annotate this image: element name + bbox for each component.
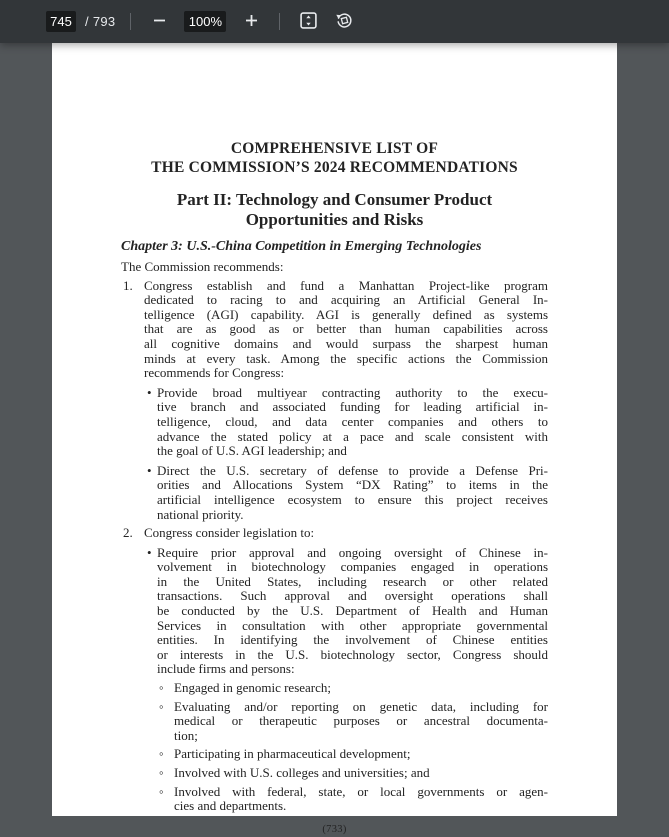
bullet-marker: • xyxy=(147,544,152,560)
doc-line: telligence (AGI) capability. AGI is generally defined as systems xyxy=(144,306,548,322)
intro-line: The Commission recommends: xyxy=(121,259,284,274)
recommendations-list xyxy=(121,279,548,814)
doc-line: or interests in the U.S. biotechnology sector, Congress should xyxy=(157,646,548,662)
bullet-body xyxy=(157,546,548,814)
list-item xyxy=(121,279,548,523)
doc-line: Participating in pharmaceutical development; xyxy=(174,746,411,762)
sub-bullet-item xyxy=(157,681,548,696)
part-heading xyxy=(121,190,548,229)
doc-line: advance the stated policy at a pace and scale consistent with xyxy=(157,428,548,444)
sub-bullet-body xyxy=(174,681,548,696)
doc-line: Part II: Technology and Consumer Product xyxy=(176,190,493,209)
sub-bullet-item xyxy=(157,700,548,744)
doc-line: Opportunities and Risks xyxy=(245,209,424,229)
bullet-marker: • xyxy=(147,462,152,478)
doc-line: Provide broad multiyear contracting authority to the execu- xyxy=(157,384,548,400)
doc-line: volvement in biotechnology companies engaged in operations xyxy=(157,559,548,575)
bullet-body xyxy=(157,386,548,459)
chapter-heading: Chapter 3: U.S.-China Competition in Emerging Technologies xyxy=(121,239,482,254)
plus-icon xyxy=(243,12,260,32)
document-content xyxy=(121,43,548,837)
sub-bullet-item xyxy=(157,766,548,781)
doc-line: transactions. Such approval and oversight operations shall xyxy=(157,588,548,604)
doc-line: recommends for Congress: xyxy=(144,365,285,381)
sub-bullet-marker: ◦ xyxy=(159,783,164,799)
doc-line: in the United States, including research or other related xyxy=(157,573,548,589)
doc-line: Congress establish and fund a Manhattan Project-like program xyxy=(144,277,548,293)
doc-line: Services in consultation with other appropriate governmental xyxy=(157,617,548,633)
sub-bullet-item xyxy=(157,785,548,814)
rotate-counterclockwise-icon xyxy=(334,10,355,34)
doc-line: minds at every task. Among the specific actions the Commission xyxy=(144,350,548,366)
document-title xyxy=(121,139,548,177)
sub-bullet-body xyxy=(174,766,548,781)
doc-line: dedicated to racing to and acquiring an Artificial General In- xyxy=(144,292,548,308)
doc-line: include firms and persons: xyxy=(157,661,295,677)
bullet-item xyxy=(144,386,548,459)
list-item-number: 2. xyxy=(123,525,133,541)
minus-icon xyxy=(151,12,168,32)
doc-line: tive branch and associated funding for leading artificial in- xyxy=(157,399,548,415)
pdf-toolbar xyxy=(0,0,669,43)
sub-bullet-marker: ◦ xyxy=(159,680,164,696)
doc-line: Involved with U.S. colleges and universities; and xyxy=(174,765,430,780)
toolbar-divider xyxy=(279,13,280,30)
doc-line: THE COMMISSION’S 2024 RECOMMENDATIONS xyxy=(151,159,518,176)
sub-bullet-marker: ◦ xyxy=(159,765,164,780)
doc-line: orities and Allocations System “DX Rating” to items in the xyxy=(157,477,548,493)
zoom-in-button[interactable] xyxy=(238,9,264,35)
doc-line: Evaluating and/or reporting on genetic data, including for xyxy=(174,698,548,714)
bullet-body xyxy=(157,464,548,522)
bullet-marker: • xyxy=(147,384,152,400)
bullet-item xyxy=(144,464,548,522)
page-number-input[interactable] xyxy=(46,11,76,32)
sub-bullet-marker: ◦ xyxy=(159,698,164,714)
doc-line: Involved with federal, state, or local governments or agen- xyxy=(174,783,548,799)
list-item-number: 1. xyxy=(123,277,133,293)
toolbar-divider xyxy=(130,13,131,30)
doc-line: cies and departments. xyxy=(174,798,287,814)
doc-line: all cognitive domains and would surpass the sharpest human xyxy=(144,335,548,351)
doc-line: that are as good as or better than human capabilities across xyxy=(144,321,548,337)
sub-bullet-item xyxy=(157,747,548,762)
doc-line: the goal of U.S. AGI leadership; and xyxy=(157,443,347,459)
list-item-body xyxy=(144,279,548,523)
zoom-level-input[interactable]: 100% xyxy=(184,11,226,32)
sub-bullet-body xyxy=(174,785,548,814)
doc-line: COMPREHENSIVE LIST OF xyxy=(230,140,439,157)
document-page xyxy=(52,43,617,835)
doc-line: Direct the U.S. secretary of defense to provide a Defense Pri- xyxy=(157,462,548,478)
page-footer-number: (733) xyxy=(322,823,347,835)
doc-line: national priority. xyxy=(157,506,244,522)
doc-line: Congress consider legislation to: xyxy=(144,525,315,541)
doc-line: Require prior approval and ongoing oversight of Chinese in- xyxy=(157,544,548,560)
fit-to-page-button[interactable] xyxy=(295,9,321,35)
rotate-button[interactable] xyxy=(331,9,357,35)
zoom-out-button[interactable] xyxy=(146,9,172,35)
doc-line: tion; xyxy=(174,727,198,743)
doc-line: artificial intelligence ecosystem to ensure this project receives xyxy=(157,491,548,507)
bullet-item xyxy=(144,546,548,814)
sub-bullet-body xyxy=(174,747,548,762)
sub-bullet-marker: ◦ xyxy=(159,746,164,762)
doc-line: Engaged in genomic research; xyxy=(174,680,332,696)
fit-to-page-icon xyxy=(299,11,318,33)
doc-line: medical or therapeutic purposes or ancestral documenta- xyxy=(174,713,548,729)
doc-line: be conducted by the U.S. Department of Health and Human xyxy=(157,603,548,619)
doc-line: telligence, cloud, and data center companies and others to xyxy=(157,413,548,429)
list-item xyxy=(121,526,548,814)
doc-line: entities. In identifying the involvement of Chinese entities xyxy=(157,632,548,648)
list-item-body xyxy=(144,526,548,814)
page-count-label: / 793 xyxy=(85,14,116,29)
sub-bullet-body xyxy=(174,700,548,744)
